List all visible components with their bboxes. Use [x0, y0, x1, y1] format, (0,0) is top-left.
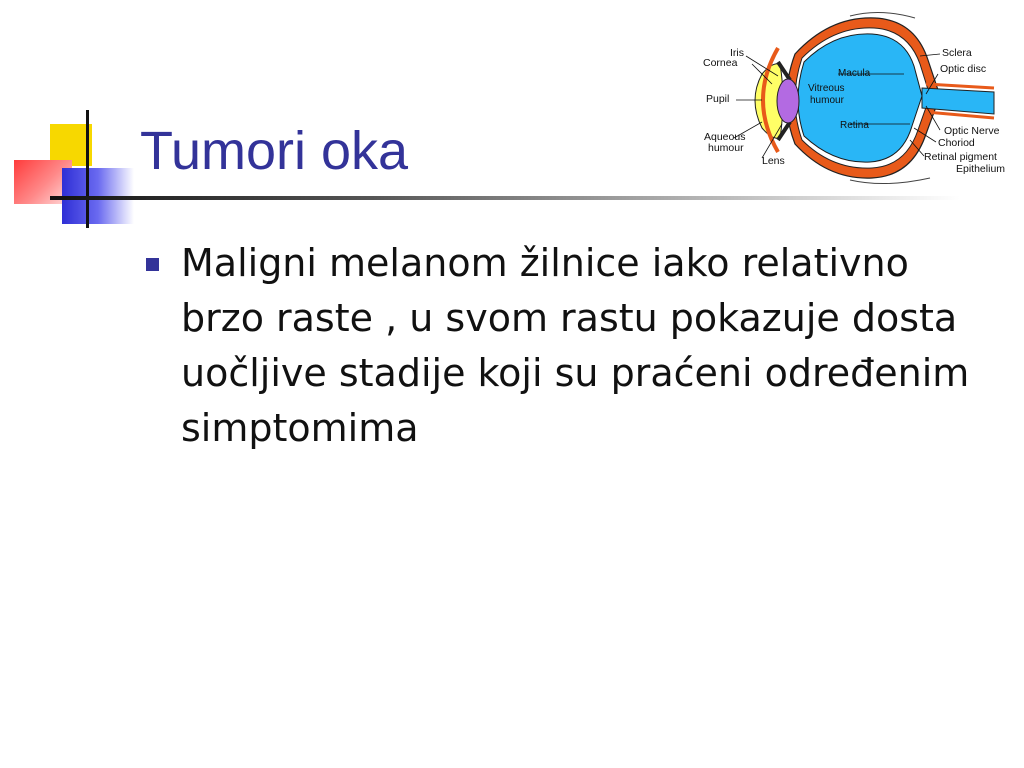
title-underline	[50, 196, 960, 200]
bullet-text: Maligni melanom žilnice iako relativno brzo raste , u svom rastu pokazuje dosta uočljive stadije koji su praćeni određenim simptomima	[181, 241, 970, 450]
label-aqueous-2: humour	[708, 142, 744, 154]
decor-vertical-line	[86, 110, 89, 228]
label-choriod: Choriod	[938, 137, 975, 149]
lens-shape	[777, 79, 799, 123]
bullet-list	[146, 236, 976, 456]
eye-anatomy-diagram	[700, 4, 1018, 190]
eye-outline-top	[850, 12, 915, 18]
slide-title: Tumori oka	[140, 121, 409, 181]
label-vitreous-1: Vitreous	[808, 83, 845, 94]
label-retinal-pigment: Retinal pigment	[924, 151, 997, 163]
eye-outline-bottom	[850, 178, 930, 184]
label-sclera: Sclera	[942, 47, 972, 59]
label-optic-nerve: Optic Nerve	[944, 125, 1000, 137]
label-epithelium: Epithelium	[956, 163, 1006, 175]
label-optic-disc: Optic disc	[940, 63, 987, 75]
label-pupil: Pupil	[706, 93, 730, 105]
bullet-item	[146, 236, 976, 456]
label-aqueous-1: Aqueous	[704, 131, 746, 143]
label-iris: Iris	[730, 47, 744, 59]
label-retina: Retina	[840, 120, 869, 131]
label-macula: Macula	[838, 68, 871, 79]
label-vitreous-2: humour	[810, 95, 844, 106]
bullet-square-icon	[146, 258, 159, 271]
label-lens: Lens	[762, 155, 785, 167]
label-cornea: Cornea	[703, 57, 738, 69]
